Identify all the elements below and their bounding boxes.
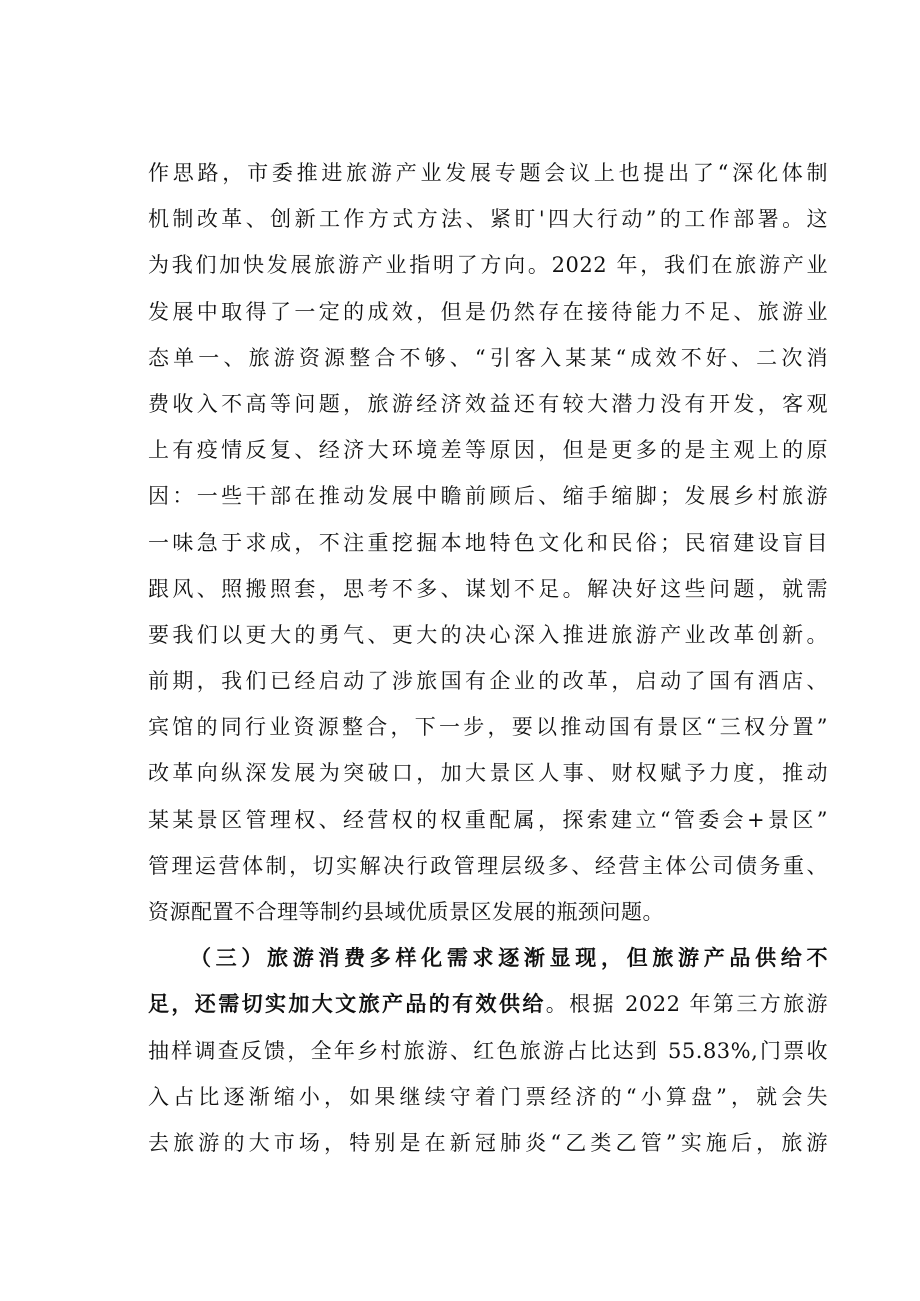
- text-line: 某某景区管理权、经营权的权重配属，探索建立“管委会+景区”: [148, 807, 828, 832]
- text-line: 管理运营体制，切实解决行政管理层级多、经营主体公司债务重、: [148, 853, 828, 878]
- paragraph-2: [148, 935, 828, 1166]
- text-line: 跟风、照搬照套，思考不多、谋划不足。解决好这些问题，就需: [148, 576, 828, 601]
- text-line: 入占比逐渐缩小，如果继续守着门票经济的“小算盘”，就会失: [148, 1084, 828, 1109]
- text-line: 抽样调查反馈，全年乡村旅游、红色旅游占比达到 55.83%,门票收: [148, 1038, 828, 1063]
- text-line: 上有疫情反复、经济大环境差等原因，但是更多的是主观上的原: [148, 438, 828, 463]
- text-line: 机制改革、创新工作方式方法、紧盯'四大行动”的工作部署。这: [148, 207, 828, 232]
- text-line: 态单一、旅游资源整合不够、“引客入某某“成效不好、二次消: [148, 345, 828, 370]
- section-heading-line: （三）旅游消费多样化需求逐渐显现，但旅游产品供给不: [190, 945, 828, 971]
- text-line: 发展中取得了一定的成效，但是仍然存在接待能力不足、旅游业: [148, 299, 828, 324]
- text-line: 改革向纵深发展为突破口，加大景区人事、财权赋予力度，推动: [148, 761, 828, 786]
- text-line: [148, 981, 828, 1027]
- text-line: 费收入不高等问题，旅游经济效益还有较大潜力没有开发，客观: [148, 391, 828, 416]
- document-body: [148, 150, 828, 1166]
- text-line: 前期，我们已经启动了涉旅国有企业的改革，启动了国有酒店、: [148, 669, 828, 694]
- text-segment: 。根据 2022 年第三方旅游: [545, 992, 829, 1017]
- text-line: 要我们以更大的勇气、更大的决心深入推进旅游产业改革创新。: [148, 622, 828, 647]
- paragraph-1: [148, 150, 828, 935]
- text-line: 宾馆的同行业资源整合，下一步，要以推动国有景区“三权分置”: [148, 715, 828, 740]
- text-line: 作思路，市委推进旅游产业发展专题会议上也提出了“深化体制: [148, 161, 828, 185]
- text-line: 因：一些干部在推动发展中瞻前顾后、缩手缩脚；发展乡村旅游: [148, 484, 828, 509]
- text-line: 去旅游的大市场，特别是在新冠肺炎“乙类乙管”实施后，旅游: [148, 1130, 828, 1155]
- section-heading-continued: 足，还需切实加大文旅产品的有效供给: [148, 991, 546, 1017]
- text-line: 一味急于求成，不注重挖掘本地特色文化和民俗；民宿建设盲目: [148, 530, 828, 555]
- text-line: 资源配置不合理等制约县域优质景区发展的瓶颈问题。: [148, 900, 664, 924]
- text-line: 为我们加快发展旅游产业指明了方向。2022 年，我们在旅游产业: [148, 253, 828, 278]
